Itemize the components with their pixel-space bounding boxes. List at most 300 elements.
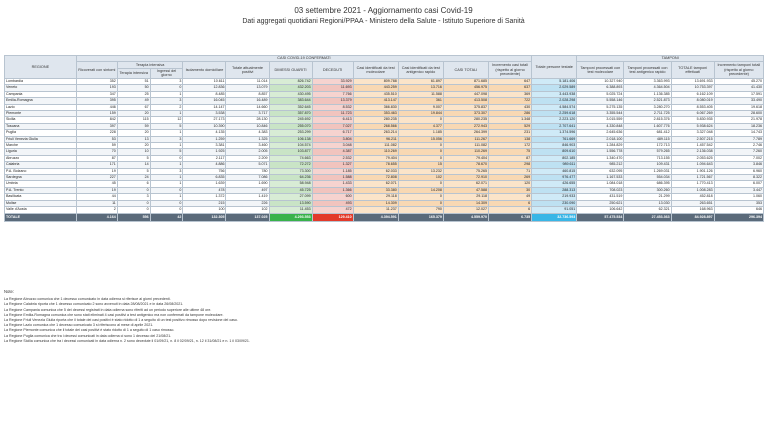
value-cell: 17.591	[714, 91, 763, 97]
value-cell: 62.071	[353, 181, 398, 187]
value-cell: 255.070	[269, 123, 312, 129]
region-name-cell: Marche	[5, 143, 77, 149]
value-cell: 5.181.406	[532, 78, 577, 84]
group-header-tamponi: TAMPONI	[577, 56, 764, 62]
value-cell: 842	[76, 117, 117, 123]
value-cell: 1	[150, 111, 183, 117]
value-cell: 1	[150, 143, 183, 149]
note-line: La Regione Calabria riporta che 1 decesso comunicato 2 sono avvenuti in data 28/08/2021 e in data 26/08/2021.	[4, 302, 184, 307]
region-name-cell: Toscana	[5, 123, 77, 129]
value-cell: 375.837	[443, 104, 488, 110]
value-cell: 227	[76, 175, 117, 181]
value-cell: 0	[398, 149, 443, 155]
value-cell: 28.130	[226, 117, 269, 123]
value-cell: 7.027	[312, 123, 353, 129]
value-cell: 2.028.298	[532, 98, 577, 104]
value-cell: 75	[488, 149, 531, 155]
value-cell: 976.477	[532, 175, 577, 181]
value-cell: 14	[117, 162, 150, 168]
value-cell: 3.015.559	[577, 117, 624, 123]
notes-heading: Note:	[4, 289, 15, 294]
value-cell: 493	[312, 200, 353, 206]
value-cell: 0	[117, 187, 150, 193]
value-cell: 0	[398, 181, 443, 187]
value-cell: 70	[76, 149, 117, 155]
value-cell: 2.005	[226, 149, 269, 155]
value-cell: 647	[488, 78, 531, 84]
value-cell: 172.713	[624, 143, 671, 149]
value-cell: 1	[150, 181, 183, 187]
value-cell: 78.670	[443, 162, 488, 168]
notes-list	[4, 297, 764, 344]
value-cell: 269	[488, 175, 531, 181]
value-cell: 87	[76, 155, 117, 161]
value-cell: 13.691.933	[671, 78, 714, 84]
value-cell: 44	[76, 194, 117, 200]
value-cell: 15.056	[398, 136, 443, 142]
value-cell: 0	[398, 117, 443, 123]
value-cell: 4.135	[183, 130, 226, 136]
value-cell: 59	[76, 143, 117, 149]
value-cell: 45	[76, 181, 117, 187]
value-cell: 6.388.893	[577, 85, 624, 91]
value-cell: 120	[488, 181, 531, 187]
value-cell: 61.897	[398, 78, 443, 84]
value-cell: 11	[76, 200, 117, 206]
value-cell: 1.721.567	[671, 175, 714, 181]
note-line: La Regione Piemonte comunica che il totale dei casi positivi è stato ridotto di 1 a seguito di 1 caso rimosso.	[4, 328, 175, 333]
value-cell: 373.307	[443, 111, 488, 117]
value-cell: 19.618	[714, 104, 763, 110]
col-header-incremento-tamponi: Incremento tamponi totali (rispetto al giorno precedente)	[714, 62, 763, 79]
value-cell: 1.185	[398, 130, 443, 136]
value-cell: 1.690	[226, 181, 269, 187]
value-cell: 460.815	[532, 168, 577, 174]
value-cell: 1.556.778	[577, 149, 624, 155]
col-header-tamponi-totale: TOTALE tamponi effettuati	[671, 62, 714, 79]
col-header-tamponi-antigenico: Tamponi processati con test antigenico rapido	[624, 62, 671, 79]
value-cell: 0	[398, 155, 443, 161]
value-cell: 1.419	[226, 194, 269, 200]
value-cell: 5.558.146	[577, 98, 624, 104]
value-cell: 5	[150, 149, 183, 155]
value-cell: 4.330.848	[577, 123, 624, 129]
value-cell: 3.363.993	[624, 78, 671, 84]
value-cell: 430	[488, 104, 531, 110]
group-header-casi: CASI COVID-19 CONFERMATI	[76, 56, 531, 62]
value-cell: 11.588	[398, 91, 443, 97]
value-cell: 447.098	[443, 91, 488, 97]
note-line: La Regione Lazio comunica che 1 decesso comunicato 3 si riferiscono al mese di aprile 2021.	[4, 323, 154, 328]
value-cell: 1.639	[183, 181, 226, 187]
value-cell: 1	[150, 130, 183, 136]
value-cell: 6.960	[714, 168, 763, 174]
value-cell: 20	[117, 111, 150, 117]
region-name-cell: Abruzzo	[5, 155, 77, 161]
value-cell: 579.265	[624, 149, 671, 155]
total-value-cell: 137.025	[226, 213, 269, 221]
total-value-cell: 4.164	[76, 213, 117, 221]
value-cell: 11.014	[226, 78, 269, 84]
value-cell: 3.048	[312, 143, 353, 149]
col-header-casi-molecolare: Casi identificati da test molecolare	[353, 62, 398, 79]
value-cell: 33.929	[312, 78, 353, 84]
value-cell: 5.071	[226, 162, 269, 168]
value-cell: 12	[150, 117, 183, 123]
value-cell: 1.325	[226, 136, 269, 142]
value-cell: 51	[117, 78, 150, 84]
value-cell: 2.507.215	[671, 136, 714, 142]
value-cell: 871.685	[443, 78, 488, 84]
value-cell: 756	[183, 168, 226, 174]
value-cell: 228	[76, 130, 117, 136]
value-cell: 6	[488, 200, 531, 206]
value-cell: 809.788	[353, 78, 398, 84]
value-cell: 809.610	[532, 149, 577, 155]
value-cell: 1.185	[312, 168, 353, 174]
total-value-cell: 42	[150, 213, 183, 221]
value-cell: 352	[76, 78, 117, 84]
total-label-cell: TOTALE	[5, 213, 77, 221]
value-cell: 159	[76, 111, 117, 117]
region-name-cell: Veneto	[5, 85, 77, 91]
value-cell: 72.272	[269, 162, 312, 168]
value-cell: 432.203	[269, 85, 312, 91]
value-cell: 554.034	[624, 175, 671, 181]
region-name-cell: Campania	[5, 91, 77, 97]
value-cell: 253.299	[269, 130, 312, 136]
value-cell: 352.645	[269, 104, 312, 110]
value-cell: 2.209	[226, 155, 269, 161]
value-cell: 10.846	[226, 123, 269, 129]
total-value-cell: 57.475.534	[577, 213, 624, 221]
value-cell: 478	[183, 187, 226, 193]
value-cell: 2.136.038	[671, 149, 714, 155]
value-cell: 230.090	[532, 200, 577, 206]
value-cell: 91.051	[532, 207, 577, 213]
value-cell: 395	[76, 98, 117, 104]
value-cell: 1.348	[488, 117, 531, 123]
value-cell: 1.167.533	[577, 175, 624, 181]
value-cell: 11.723	[312, 111, 353, 117]
value-cell: 1.372	[183, 194, 226, 200]
value-cell: 5	[117, 168, 150, 174]
region-name-cell: P.A. Bolzano	[5, 168, 77, 174]
value-cell: 33.380	[353, 187, 398, 193]
value-cell: 49	[488, 194, 531, 200]
value-cell: 0	[150, 85, 183, 91]
value-cell: 3.355.544	[577, 111, 624, 117]
value-cell: 215	[183, 200, 226, 206]
value-cell: 13.379	[312, 98, 353, 104]
total-value-cell: 4.394.591	[353, 213, 398, 221]
value-cell: 104.574	[269, 143, 312, 149]
value-cell: 14.309	[353, 200, 398, 206]
col-header-isolamento: Isolamento domiciliare	[183, 62, 226, 79]
value-cell: 300.260	[624, 187, 671, 193]
value-cell: 2.018.100	[577, 136, 624, 142]
value-cell: 100	[183, 207, 226, 213]
value-cell: 6	[488, 207, 531, 213]
value-cell: 7.086	[226, 175, 269, 181]
value-cell: 361	[398, 98, 443, 104]
value-cell: 7.002	[714, 155, 763, 161]
value-cell: 14.309	[443, 200, 488, 206]
value-cell: 3	[150, 168, 183, 174]
value-cell: 681.412	[624, 130, 671, 136]
value-cell: 4.377	[398, 123, 443, 129]
value-cell: 280.235	[443, 117, 488, 123]
total-row	[5, 213, 764, 221]
value-cell: 29.118	[443, 194, 488, 200]
value-cell: 1.925	[183, 149, 226, 155]
value-cell: 47.588	[443, 187, 488, 193]
value-cell: 10.753.397	[671, 85, 714, 91]
value-cell: 13.030	[624, 200, 671, 206]
value-cell: 1.457.542	[671, 143, 714, 149]
value-cell: 286	[488, 111, 531, 117]
value-cell: 67	[117, 104, 150, 110]
total-value-cell: 4.559.970	[443, 213, 488, 221]
value-cell: 59	[117, 123, 150, 129]
value-cell: 11.693	[312, 85, 353, 91]
group-header-terapia: Terapia intensiva	[117, 62, 183, 68]
value-cell: 7.260	[714, 149, 763, 155]
value-cell: 62.033	[353, 168, 398, 174]
value-cell: 2.117	[183, 155, 226, 161]
total-value-cell: 27.453.363	[624, 213, 671, 221]
value-cell: 357.870	[269, 111, 312, 117]
value-cell: 722	[488, 98, 531, 104]
value-cell: 3.447	[714, 187, 763, 193]
value-cell: 111.267	[443, 136, 488, 142]
value-cell: 369	[488, 91, 531, 97]
value-cell: 103.877	[269, 149, 312, 155]
value-cell: 79.404	[443, 155, 488, 161]
value-cell: 708.023	[577, 187, 624, 193]
region-name-cell: Lazio	[5, 104, 77, 110]
value-cell: 110.269	[443, 149, 488, 155]
value-cell: 497	[226, 187, 269, 193]
value-cell: 0	[150, 207, 183, 213]
value-cell: 12.027	[443, 207, 488, 213]
value-cell: 0	[150, 187, 183, 193]
value-cell: 263.214	[353, 130, 398, 136]
value-cell: 25	[117, 91, 150, 97]
value-cell: 24	[117, 175, 150, 181]
value-cell: 14.147	[183, 104, 226, 110]
value-cell: 780	[226, 168, 269, 174]
value-cell: 456.975	[443, 85, 488, 91]
value-cell: 172	[488, 143, 531, 149]
value-cell: 1.060	[714, 194, 763, 200]
value-cell: 6.162.109	[671, 91, 714, 97]
region-name-cell: Molise	[5, 200, 77, 206]
value-cell: 0	[150, 155, 183, 161]
value-cell: 8.553.405	[671, 104, 714, 110]
value-cell: 263.651	[671, 200, 714, 206]
value-cell: 2.707.641	[532, 123, 577, 129]
value-cell: 5.025.724	[577, 91, 624, 97]
note-line: La Regione Emilia-Romagna comunica che sono stati eliminati 4 casi positivi a test antigenico ma non confermati da tampone molecolare.	[4, 312, 224, 317]
value-cell: 14.660	[226, 104, 269, 110]
value-cell: 5.275.135	[577, 104, 624, 110]
value-cell: 102	[226, 207, 269, 213]
value-cell: 41.430	[714, 85, 763, 91]
note-line: La Regione Puglia comunica che tra i decessi comunicati in data odierna ci sono 1 decesso del 21/08/21.	[4, 333, 172, 338]
value-cell: 79.404	[353, 155, 398, 161]
value-cell: 193	[76, 85, 117, 91]
value-cell: 16.489	[226, 98, 269, 104]
note-line: La Regione Campania comunica che 5 dei decessi registrati in data odierna sono riferiti ad un periodo superiore alle ultime 48 ore.	[4, 307, 212, 312]
total-value-cell: 165.379	[398, 213, 443, 221]
value-cell: 138	[488, 136, 531, 142]
value-cell: 2	[76, 207, 117, 213]
total-value-cell: 4.293.553	[269, 213, 312, 221]
value-cell: 529	[488, 123, 531, 129]
value-cell: 1	[150, 194, 183, 200]
value-cell: 33.490	[714, 98, 763, 104]
value-cell: 1.084.018	[577, 181, 624, 187]
value-cell: 168.963	[671, 207, 714, 213]
value-cell: 1.269.031	[624, 168, 671, 174]
value-cell: 14.208	[398, 187, 443, 193]
value-cell: 600	[312, 194, 353, 200]
total-value-cell: 129.410	[312, 213, 353, 221]
value-cell: 5	[117, 155, 150, 161]
value-cell: 13.079	[226, 85, 269, 91]
value-cell: 21.299	[624, 194, 671, 200]
value-cell: 0	[398, 200, 443, 206]
value-cell: 413.147	[353, 98, 398, 104]
value-cell: 29.118	[353, 194, 398, 200]
value-cell: 250.621	[577, 200, 624, 206]
value-cell: 8.485	[183, 91, 226, 97]
col-header-tamponi-molecolare: Tamponi processati con test molecolare	[577, 62, 624, 79]
value-cell: 2.521.873	[624, 98, 671, 104]
region-name-cell: Calabria	[5, 162, 77, 168]
value-cell: 686.395	[624, 181, 671, 187]
value-cell: 20	[117, 130, 150, 136]
value-cell: 115	[117, 117, 150, 123]
value-cell: 96.211	[353, 136, 398, 142]
value-cell: 8.532	[312, 104, 353, 110]
value-cell: 2.711.725	[624, 111, 671, 117]
value-cell: 27.099	[269, 194, 312, 200]
value-cell: 288.313	[532, 187, 577, 193]
value-cell: 268.566	[353, 123, 398, 129]
value-cell: 2.029.589	[532, 85, 577, 91]
note-line: La Regione Sicilia comunica che tra i decessi comunicati in data odierna n. 2 sono decedute il 01/09/21, n. 8 il 02/09/21, n. 12 il 31/08/21 e n. 1 il 03/09/21.	[4, 338, 250, 343]
value-cell: 989.611	[532, 162, 577, 168]
value-cell: 489.115	[624, 136, 671, 142]
value-cell: 5.830.935	[671, 117, 714, 123]
region-name-cell: Emilia-Romagna	[5, 98, 77, 104]
value-cell: 430.495	[269, 91, 312, 97]
value-cell: 397	[76, 123, 117, 129]
value-cell: 3.280.270	[624, 104, 671, 110]
region-name-cell: Friuli Venezia Giulia	[5, 136, 77, 142]
value-cell: 713.155	[624, 155, 671, 161]
value-cell: 2.053.625	[671, 155, 714, 161]
value-cell: 4.364.504	[624, 85, 671, 91]
value-cell: 3.443.938	[532, 91, 577, 97]
value-cell: 353.463	[353, 111, 398, 117]
value-cell: 231	[488, 130, 531, 136]
value-cell: 110.269	[353, 149, 398, 155]
value-cell: 73.300	[269, 168, 312, 174]
value-cell: 219.933	[532, 194, 577, 200]
total-value-cell: 84.928.897	[671, 213, 714, 221]
value-cell: 1	[150, 162, 183, 168]
value-cell: 2.746	[714, 143, 763, 149]
value-cell: 1.008.283	[671, 187, 714, 193]
value-cell: 6.835	[183, 175, 226, 181]
note-line: La Regione Abruzzo comunica che 1 decesso comunicato in data odierna si riferisce ai giorni precedenti.	[4, 297, 171, 302]
value-cell: 1.327	[312, 162, 353, 168]
value-cell: 226	[226, 200, 269, 206]
total-value-cell: 6.735	[488, 213, 531, 221]
value-cell: 6	[117, 181, 150, 187]
value-cell: 0	[150, 200, 183, 206]
value-cell: 11.453	[269, 207, 312, 213]
value-cell: 72.808	[353, 175, 398, 181]
value-cell: 13	[117, 136, 150, 142]
value-cell: 280.235	[353, 117, 398, 123]
value-cell: 347	[76, 91, 117, 97]
value-cell: 2.259.618	[532, 111, 577, 117]
col-header-positivi: Totale attualmente positivi	[226, 62, 269, 79]
value-cell: 846.903	[532, 143, 577, 149]
value-cell: 30	[488, 187, 531, 193]
value-cell: 28.600	[714, 111, 763, 117]
region-name-cell: Lombardia	[5, 78, 77, 84]
value-cell: 2	[150, 104, 183, 110]
value-cell: 985.212	[577, 162, 624, 168]
value-cell: 6.413	[312, 117, 353, 123]
value-cell: 3	[150, 98, 183, 104]
note-line: La Regione Friuli Venezia Giulia riporta che il totale dei casi positivi è stato ridotto di 1 a seguito di un test positivo rimosso dopo revisione del caso.	[4, 318, 238, 323]
value-cell: 0	[398, 194, 443, 200]
value-cell: 1.366	[312, 187, 353, 193]
value-cell: 7.766	[312, 91, 353, 97]
col-header-incremento-casi: Incremento casi totali (rispetto al giorno precedente)	[488, 62, 531, 79]
value-cell: 0	[398, 143, 443, 149]
value-cell: 353	[714, 200, 763, 206]
value-cell: 472	[312, 207, 353, 213]
region-name-cell: Liguria	[5, 149, 77, 155]
value-cell: 111.082	[443, 143, 488, 149]
value-cell: 1	[150, 175, 183, 181]
value-cell: 3.381	[183, 143, 226, 149]
value-cell: 802.185	[532, 155, 577, 161]
value-cell: 71	[488, 168, 531, 174]
value-cell: 45.270	[714, 78, 763, 84]
value-cell: 1	[150, 91, 183, 97]
value-cell: 2.532	[312, 155, 353, 161]
value-cell: 64.236	[269, 175, 312, 181]
value-cell: 20	[117, 143, 150, 149]
value-cell: 826.742	[269, 78, 312, 84]
value-cell: 74.663	[269, 155, 312, 161]
col-header-persone-testate: Totale persone testate	[532, 56, 577, 79]
value-cell: 13.232	[398, 168, 443, 174]
value-cell: 87	[488, 155, 531, 161]
region-name-cell: Puglia	[5, 130, 77, 136]
value-cell: 8.322	[714, 175, 763, 181]
value-cell: 72.910	[443, 175, 488, 181]
value-cell: 1.433	[312, 181, 353, 187]
